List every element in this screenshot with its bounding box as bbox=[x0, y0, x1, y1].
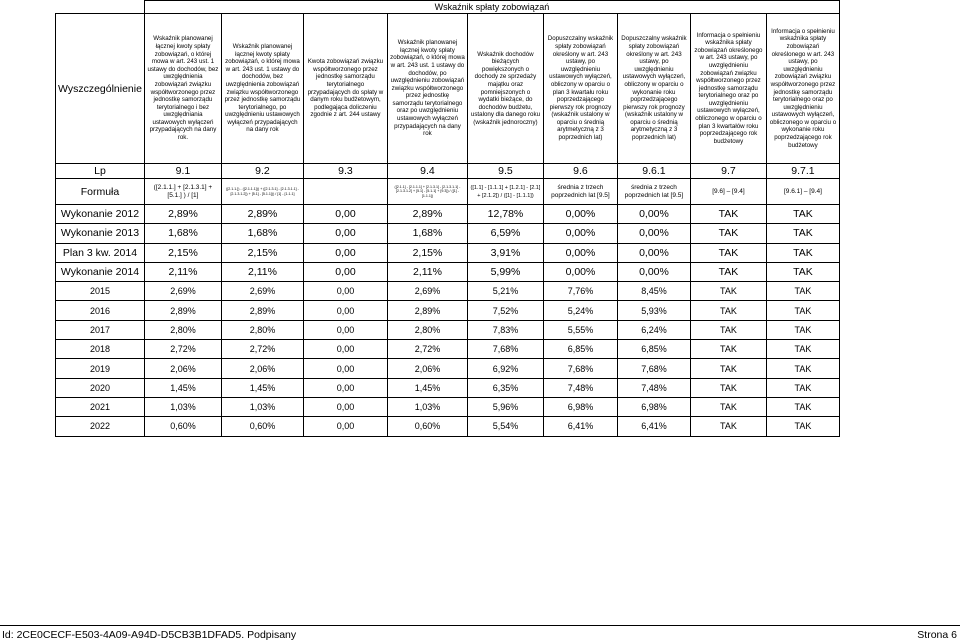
value-cell: 0,00 bbox=[303, 359, 387, 378]
value-cell: 2,15% bbox=[221, 243, 303, 262]
formula-cell: średnia z trzech poprzednich lat [9.5] bbox=[617, 179, 690, 205]
value-cell: TAK bbox=[766, 359, 839, 378]
value-cell: 6,24% bbox=[617, 320, 690, 339]
value-cell: 6,98% bbox=[543, 397, 617, 416]
table-row bbox=[56, 397, 840, 416]
lp-cell: 9.2 bbox=[221, 164, 303, 179]
page-footer bbox=[0, 625, 960, 644]
document-id: Id: 2CE0CECF-E503-4A09-A94D-D5CB3B1DFAD5. Podpisany bbox=[2, 629, 297, 641]
value-cell: TAK bbox=[690, 282, 766, 301]
value-cell: 7,68% bbox=[617, 359, 690, 378]
value-cell: 3,91% bbox=[467, 243, 543, 262]
row-label: 2016 bbox=[56, 301, 145, 320]
value-cell: 2,06% bbox=[387, 359, 467, 378]
value-cell: TAK bbox=[690, 340, 766, 359]
value-cell: TAK bbox=[690, 243, 766, 262]
lp-cell: 9.5 bbox=[467, 164, 543, 179]
value-cell: 5,24% bbox=[543, 301, 617, 320]
value-cell: 0,00 bbox=[303, 417, 387, 436]
value-cell: 6,98% bbox=[617, 397, 690, 416]
row-label: Plan 3 kw. 2014 bbox=[56, 243, 145, 262]
value-cell: 0,00 bbox=[303, 397, 387, 416]
table-row bbox=[56, 359, 840, 378]
lp-cell: 9.3 bbox=[303, 164, 387, 179]
value-cell: 2,89% bbox=[221, 301, 303, 320]
value-cell: 7,83% bbox=[467, 320, 543, 339]
row-label: 2019 bbox=[56, 359, 145, 378]
table-row bbox=[56, 417, 840, 436]
column-header: Wskaźnik planowanej łącznej kwoty spłaty zobowiązań, o której mowa w art. 243 ust. 1 ustawy do dochodów, bez uwzględnienia zobowiązań związku współtworzonego przez jednostkę samorządu terytorialnego i bez uwzględniania ustawowych wyłączeń przypadających na dany rok. bbox=[144, 14, 221, 164]
lp-cell: 9.1 bbox=[144, 164, 221, 179]
value-cell: 7,48% bbox=[543, 378, 617, 397]
formula-cell: [9.6.1] – [9.4] bbox=[766, 179, 839, 205]
value-cell: 0,00 bbox=[303, 205, 387, 224]
value-cell: 2,89% bbox=[144, 301, 221, 320]
value-cell: 1,68% bbox=[387, 224, 467, 243]
formula-cell: Formuła bbox=[56, 179, 145, 205]
formula-cell: [9.6] – [9.4] bbox=[690, 179, 766, 205]
value-cell: 2,89% bbox=[221, 205, 303, 224]
value-cell: 2,80% bbox=[144, 320, 221, 339]
formula-cell: ([1.1] - [1.1.1] + [1.2.1] - [2.1] + [2.1.2]) / ([1] - [1.1.1]) bbox=[467, 179, 543, 205]
value-cell: 1,68% bbox=[144, 224, 221, 243]
column-header: Wskaźnik planowanej łącznej kwoty spłaty zobowiązań, o której mowa w art. 243 ust. 1 ustawy do dochodów, po uwzględnieniu zobowiązań związku współtworzonego przez jednostkę samorządu terytorialnego oraz po uwzględnieniu ustawowych wyłączeń przypadających na dany rok bbox=[387, 14, 467, 164]
value-cell: 2,11% bbox=[144, 262, 221, 281]
column-header: Dopuszczalny wskaźnik spłaty zobowiązań określony w art. 243 ustawy, po uwzględnieniu ustawowych wyłączeń, obliczony w oparciu o wykonanie roku poprzedzającego pierwszy rok prognozy (wskaźnik ustalony w oparciu o średnią arytmetyczną z 3 poprzednich lat) bbox=[617, 14, 690, 164]
value-cell: 7,68% bbox=[543, 359, 617, 378]
value-cell: 0,60% bbox=[221, 417, 303, 436]
formula-cell: ([2.1.1.]) - ([2.1.1.1])) + ([2.1.3.1] - [2.1.3.1.1] - [2.1.3.1.2]) + [5.1] - [5.1.1])) / [1] - [1.1.1] bbox=[221, 179, 303, 205]
formula-cell: średnia z trzech poprzednich lat [9.5] bbox=[543, 179, 617, 205]
value-cell: 2,80% bbox=[221, 320, 303, 339]
table-row bbox=[56, 340, 840, 359]
value-cell: 2,72% bbox=[144, 340, 221, 359]
value-cell: 2,89% bbox=[387, 301, 467, 320]
value-cell: TAK bbox=[766, 320, 839, 339]
value-cell: 5,99% bbox=[467, 262, 543, 281]
formula-cell: ([2.1.1] - [2.1.1.1] + [2.1.3.1] - [2.1.3.1.1] - [2.1.3.1.2] + [5.1] - [5.1.1] + [9.3]) / ([1] - [1.1.1]) bbox=[387, 179, 467, 205]
value-cell: 5,93% bbox=[617, 301, 690, 320]
value-cell: 2,15% bbox=[387, 243, 467, 262]
value-cell: 1,03% bbox=[221, 397, 303, 416]
value-cell: 6,85% bbox=[543, 340, 617, 359]
value-cell: 2,69% bbox=[387, 282, 467, 301]
value-cell: TAK bbox=[766, 282, 839, 301]
value-cell: 2,89% bbox=[387, 205, 467, 224]
value-cell: TAK bbox=[766, 224, 839, 243]
value-cell: 2,11% bbox=[387, 262, 467, 281]
value-cell: TAK bbox=[690, 397, 766, 416]
value-cell: 7,48% bbox=[617, 378, 690, 397]
value-cell: 2,06% bbox=[144, 359, 221, 378]
value-cell: TAK bbox=[766, 340, 839, 359]
table-row bbox=[56, 262, 840, 281]
value-cell: 2,89% bbox=[144, 205, 221, 224]
value-cell: 0,00% bbox=[617, 243, 690, 262]
value-cell: 0,00 bbox=[303, 224, 387, 243]
value-cell: TAK bbox=[766, 262, 839, 281]
column-header: Wskaźnik planowanej łącznej kwoty spłaty zobowiązań, o której mowa w art. 243 ust. 1 ustawy do dochodów, bez uwzględnienia zobowiązań związku współtworzonego przez jednostkę samorządu terytorialnego, po uwzględnieniu ustawowych wyłączeń przypadających na dany rok bbox=[221, 14, 303, 164]
value-cell: TAK bbox=[766, 301, 839, 320]
value-cell: TAK bbox=[690, 320, 766, 339]
formula-row bbox=[56, 179, 840, 205]
lp-cell: Lp bbox=[56, 164, 145, 179]
value-cell: TAK bbox=[690, 378, 766, 397]
value-cell: 0,00 bbox=[303, 320, 387, 339]
value-cell: 0,00 bbox=[303, 301, 387, 320]
row-label: 2015 bbox=[56, 282, 145, 301]
value-cell: 0,00 bbox=[303, 262, 387, 281]
value-cell: 5,21% bbox=[467, 282, 543, 301]
lp-cell: 9.4 bbox=[387, 164, 467, 179]
row-label: Wykonanie 2013 bbox=[56, 224, 145, 243]
value-cell: 6,92% bbox=[467, 359, 543, 378]
table-row bbox=[56, 282, 840, 301]
value-cell: TAK bbox=[690, 224, 766, 243]
value-cell: 0,00 bbox=[303, 378, 387, 397]
lp-cell: 9.6.1 bbox=[617, 164, 690, 179]
value-cell: TAK bbox=[766, 205, 839, 224]
value-cell: TAK bbox=[766, 378, 839, 397]
row-label: Wykonanie 2012 bbox=[56, 205, 145, 224]
value-cell: 0,60% bbox=[387, 417, 467, 436]
value-cell: 1,03% bbox=[387, 397, 467, 416]
page-number: Strona 6 bbox=[917, 629, 957, 641]
value-cell: TAK bbox=[690, 262, 766, 281]
header-row bbox=[56, 14, 840, 164]
value-cell: 0,00% bbox=[543, 224, 617, 243]
row-label: 2017 bbox=[56, 320, 145, 339]
row-label: 2021 bbox=[56, 397, 145, 416]
value-cell: 1,45% bbox=[387, 378, 467, 397]
row-label: Wykonanie 2014 bbox=[56, 262, 145, 281]
value-cell: 1,45% bbox=[221, 378, 303, 397]
value-cell: 2,11% bbox=[221, 262, 303, 281]
value-cell: 1,45% bbox=[144, 378, 221, 397]
value-cell: 0,60% bbox=[144, 417, 221, 436]
value-cell: 2,80% bbox=[387, 320, 467, 339]
column-header: Informacja o spełnieniu wskaźnika spłaty zobowiązań określonego w art. 243 ustawy, po uwzględnieniu zobowiązań związku współtworzonego przez jednostkę samorządu terytorialnego oraz po uwzględnieniu ustawowych wyłączeń, obliczonego w oparciu o plan 3 kwartałów roku poprzedzającego rok budżetowy bbox=[690, 14, 766, 164]
value-cell: 0,00% bbox=[617, 205, 690, 224]
value-cell: 7,76% bbox=[543, 282, 617, 301]
value-cell: 2,69% bbox=[144, 282, 221, 301]
value-cell: TAK bbox=[690, 417, 766, 436]
value-cell: 5,96% bbox=[467, 397, 543, 416]
value-cell: 6,41% bbox=[617, 417, 690, 436]
column-header: Kwota zobowiązań związku współtworzonego przez jednostkę samorządu terytorialnego przypadających do spłaty w danym roku budżetowym, podlegająca doliczeniu zgodnie z art. 244 ustawy bbox=[303, 14, 387, 164]
lp-cell: 9.7 bbox=[690, 164, 766, 179]
value-cell: 2,06% bbox=[221, 359, 303, 378]
value-cell: 5,55% bbox=[543, 320, 617, 339]
column-header: Informacja o spełnieniu wskaźnika spłaty zobowiązań określonego w art. 243 ustawy, po uwzględnieniu zobowiązań związku współtworzonego przez jednostkę samorządu terytorialnego oraz po uwzględnieniu ustawowych wyłączeń, obliczonego w oparciu o wykonanie roku poprzedzającego rok budżetowy bbox=[766, 14, 839, 164]
value-cell: 2,69% bbox=[221, 282, 303, 301]
row-label: 2022 bbox=[56, 417, 145, 436]
value-cell: 0,00 bbox=[303, 282, 387, 301]
value-cell: 6,85% bbox=[617, 340, 690, 359]
value-cell: TAK bbox=[766, 417, 839, 436]
value-cell: 2,15% bbox=[144, 243, 221, 262]
row-label: 2020 bbox=[56, 378, 145, 397]
table-title: Wskaźnik spłaty zobowiązań bbox=[144, 1, 839, 14]
table-row bbox=[56, 243, 840, 262]
value-cell: 0,00% bbox=[617, 224, 690, 243]
value-cell: 0,00% bbox=[543, 205, 617, 224]
formula-cell: ([2.1.1.] + [2.1.3.1] + [5.1.] ) / [1] bbox=[144, 179, 221, 205]
value-cell: 1,03% bbox=[144, 397, 221, 416]
formula-cell bbox=[303, 179, 387, 205]
table-row bbox=[56, 224, 840, 243]
value-cell: 0,00% bbox=[543, 262, 617, 281]
value-cell: TAK bbox=[766, 397, 839, 416]
value-cell: 0,00% bbox=[543, 243, 617, 262]
lp-cell: 9.6 bbox=[543, 164, 617, 179]
value-cell: 6,59% bbox=[467, 224, 543, 243]
value-cell: 0,00 bbox=[303, 340, 387, 359]
value-cell: 1,68% bbox=[221, 224, 303, 243]
value-cell: 0,00 bbox=[303, 243, 387, 262]
debt-ratio-table bbox=[55, 0, 840, 437]
table-row bbox=[56, 378, 840, 397]
table-row bbox=[56, 205, 840, 224]
row-label: 2018 bbox=[56, 340, 145, 359]
value-cell: 8,45% bbox=[617, 282, 690, 301]
table-row bbox=[56, 301, 840, 320]
value-cell: 0,00% bbox=[617, 262, 690, 281]
value-cell: 2,72% bbox=[387, 340, 467, 359]
title-row bbox=[56, 1, 840, 14]
value-cell: 7,52% bbox=[467, 301, 543, 320]
value-cell: 5,54% bbox=[467, 417, 543, 436]
column-header: Dopuszczalny wskaźnik spłaty zobowiązań określony w art. 243 ustawy, po uwzględnieniu ustawowych wyłączeń, obliczony w oparciu o plan 3 kwartału roku poprzedzającego pierwszy rok prognozy (wskaźnik ustalony w oparciu o średnią arytmetyczną z 3 poprzednich lat) bbox=[543, 14, 617, 164]
value-cell: TAK bbox=[690, 301, 766, 320]
value-cell: TAK bbox=[766, 243, 839, 262]
value-cell: 6,35% bbox=[467, 378, 543, 397]
value-cell: 7,68% bbox=[467, 340, 543, 359]
value-cell: TAK bbox=[690, 205, 766, 224]
lp-row bbox=[56, 164, 840, 179]
value-cell: 12,78% bbox=[467, 205, 543, 224]
value-cell: 2,72% bbox=[221, 340, 303, 359]
column-header: Wyszczególnienie bbox=[56, 14, 145, 164]
lp-cell: 9.7.1 bbox=[766, 164, 839, 179]
table-row bbox=[56, 320, 840, 339]
value-cell: 6,41% bbox=[543, 417, 617, 436]
column-header: Wskaźnik dochodów bieżących powiększonych o dochody ze sprzedaży majątku oraz pomniejszonych o wydatki bieżące, do dochodów budżetu, ustalony dla danego roku (wskaźnik jednoroczny) bbox=[467, 14, 543, 164]
value-cell: TAK bbox=[690, 359, 766, 378]
